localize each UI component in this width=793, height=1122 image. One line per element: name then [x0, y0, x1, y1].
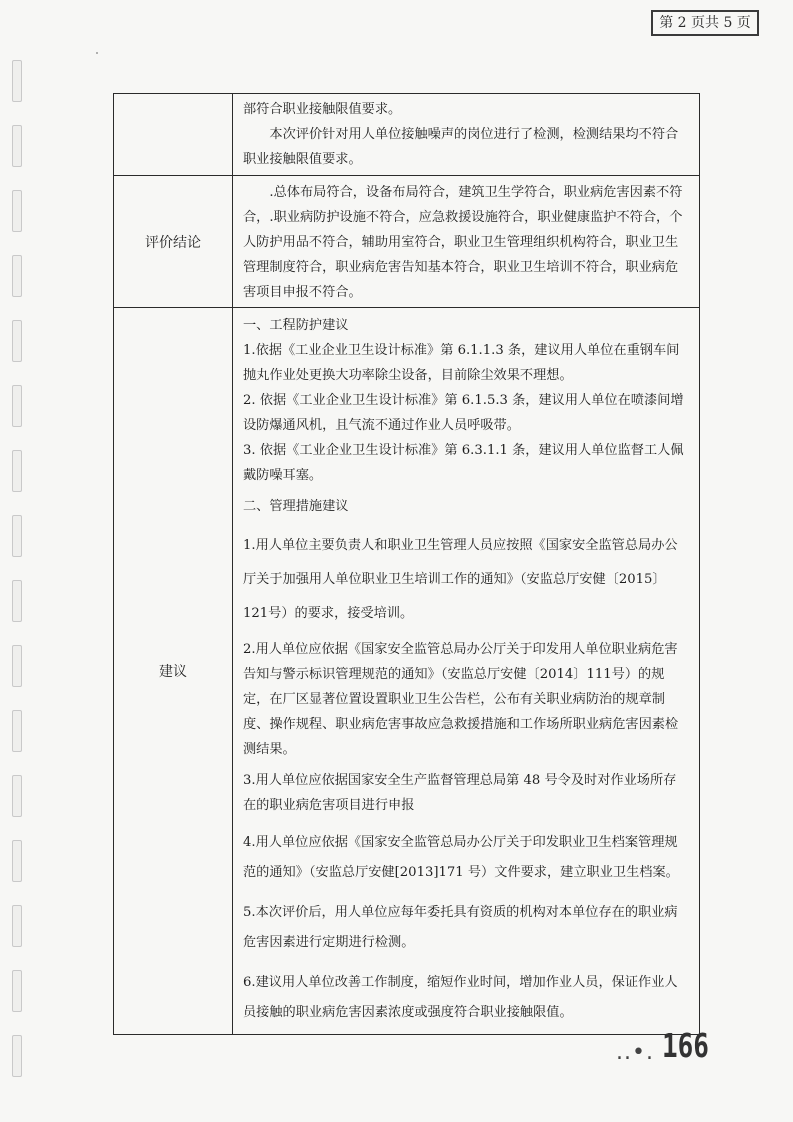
evaluation-table — [113, 93, 700, 1035]
binding-hole — [12, 385, 22, 427]
section-heading-management: 二、管理措施建议 — [243, 499, 349, 514]
binding-hole — [12, 60, 22, 102]
content-cell — [233, 94, 700, 176]
binding-hole — [12, 775, 22, 817]
binding-hole — [12, 970, 22, 1012]
binding-hole — [12, 125, 22, 167]
binding-hole — [12, 450, 22, 492]
table-row-conclusion — [114, 176, 700, 308]
binding-hole — [12, 515, 22, 557]
page-mark-dots: ..•. — [616, 1040, 654, 1065]
binding-hole — [12, 190, 22, 232]
binding-hole — [12, 1035, 22, 1077]
scan-speck — [96, 52, 98, 54]
binding-hole — [12, 905, 22, 947]
section-heading-engineering: 一、工程防护建议 — [243, 318, 349, 333]
page-number: 166 — [662, 1028, 709, 1066]
table-row-suggestions — [114, 308, 700, 1035]
continuation-paragraph: 本次评价针对用人单位接触噪声的岗位进行了检测，检测结果均不符合职业接触限值要求。 — [243, 127, 679, 167]
content-cell — [233, 308, 700, 1035]
binding-hole — [12, 255, 22, 297]
suggestion-item: 6.建议用人单位改善工作制度，缩短作业时间，增加作业人员，保证作业人员接触的职业病危害因素浓度或强度符合职业接触限值。 — [243, 975, 678, 1020]
suggestion-item: 1.依据《工业企业卫生设计标准》第 6.1.1.3 条，建议用人单位在重钢车间抛丸作业处更换大功率除尘设备，目前除尘效果不理想。 — [243, 343, 680, 383]
page-count-stamp: 第 2 页共 5 页 — [651, 10, 759, 36]
continuation-line: 部符合职业接触限值要求。 — [243, 102, 402, 117]
binding-holes — [12, 0, 26, 1122]
label-cell-empty — [114, 94, 233, 176]
binding-hole — [12, 710, 22, 752]
table-row-continuation — [114, 94, 700, 176]
label-cell-suggestions: 建议 — [114, 308, 233, 1035]
suggestion-item: 1.用人单位主要负责人和职业卫生管理人员应按照《国家安全监管总局办公厅关于加强用人单位职业卫生培训工作的通知》（安监总厅安健〔2015〕121号）的要求，接受培训。 — [243, 538, 678, 621]
suggestion-item: 4.用人单位应依据《国家安全监管总局办公厅关于印发职业卫生档案管理规范的通知》（安监总厅安健[2013]171 号）文件要求，建立职业卫生档案。 — [243, 835, 679, 880]
binding-hole — [12, 645, 22, 687]
suggestion-item: 3.用人单位应依据国家安全生产监督管理总局第 48 号令及时对作业场所存在的职业病危害项目进行申报 — [243, 773, 677, 813]
label-cell-conclusion: 评价结论 — [114, 176, 233, 308]
binding-hole — [12, 320, 22, 362]
suggestion-item: 2.用人单位应依据《国家安全监管总局办公厅关于印发用人单位职业病危害告知与警示标识管理规范的通知》（安监总厅安健〔2014〕111号）的规定，在厂区显著位置设置职业卫生公告栏，公布有关职业病防治的规章制度、操作规程、职业病危害事故应急救援措施和工作场所职业病危害因素检测结果。 — [243, 642, 679, 757]
suggestion-item: 5.本次评价后，用人单位应每年委托具有资质的机构对本单位存在的职业病危害因素进行定期进行检测。 — [243, 905, 678, 950]
content-cell — [233, 176, 700, 308]
suggestion-item: 3. 依据《工业企业卫生设计标准》第 6.3.1.1 条，建议用人单位监督工人佩戴防噪耳塞。 — [243, 443, 684, 483]
conclusion-text: .总体布局符合，设备布局符合，建筑卫生学符合，职业病危害因素不符合，.职业病防护设施不符合，应急救援设施符合，职业健康监护不符合，个人防护用品不符合，辅助用室符合，职业卫生管理组织机构符合，职业卫生管理制度符合，职业病危害告知基本符合，职业卫生培训不符合，职业病危害项目申报不符合。 — [243, 185, 683, 300]
binding-hole — [12, 580, 22, 622]
binding-hole — [12, 840, 22, 882]
suggestion-item: 2. 依据《工业企业卫生设计标准》第 6.1.5.3 条，建议用人单位在喷漆间增设防爆通风机，且气流不通过作业人员呼吸带。 — [243, 393, 684, 433]
